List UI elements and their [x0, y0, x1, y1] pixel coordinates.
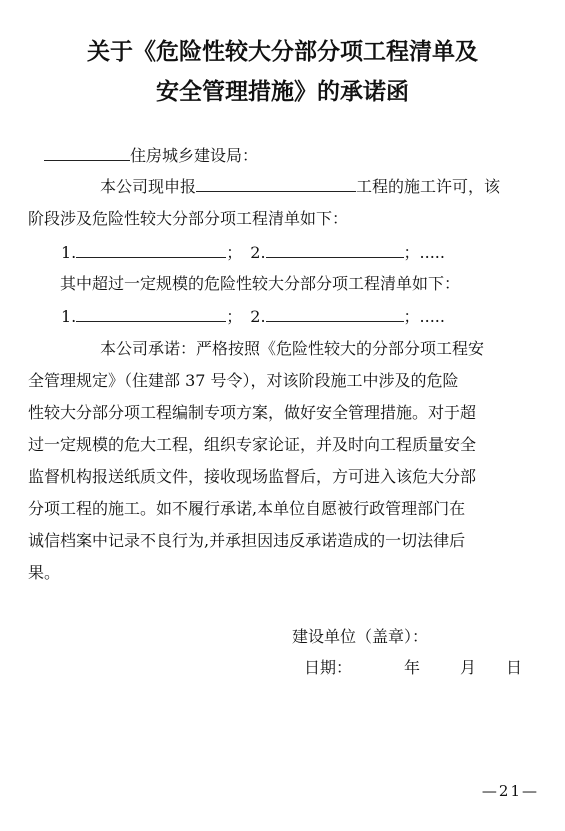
page-number: —21— [481, 782, 539, 800]
para1-prefix: 本公司现申报 [100, 177, 197, 196]
salutation-text: 住房城乡建设局： [130, 146, 259, 165]
promise-line8: 果。 [28, 563, 61, 582]
document-title-line2: 安全管理措施》的承诺函 [156, 79, 409, 105]
promise-text-line1: 本公司承诺：严格按照《危险性较大的分部分项工程安 [100, 339, 485, 358]
date-year: 年 [404, 658, 421, 677]
list1-number1: 1. [61, 243, 77, 262]
list1-item2-blank[interactable] [266, 241, 404, 258]
date-label: 日期： [304, 658, 353, 677]
para1-suffix: 工程的施工许可，该 [356, 177, 501, 196]
promise-line4: 过一定规模的危大工程，组织专家论证，并及时向工程质量安全 [28, 435, 477, 454]
list2-number2: 2. [250, 307, 266, 326]
para2-text: 其中超过一定规模的危险性较大分部分项工程清单如下： [60, 274, 461, 293]
list2-separator: ； [226, 307, 243, 326]
promise-line7: 诚信档案中记录不良行为,并承担因违反承诺造成的一切法律后 [28, 531, 466, 550]
list2 [28, 300, 548, 334]
bureau-name-blank[interactable] [44, 144, 130, 161]
promise-line6: 分项工程的施工。如不履行承诺,本单位自愿被行政管理部门在 [28, 499, 466, 518]
date-month: 月 [460, 658, 477, 677]
promise-line1 [28, 332, 548, 366]
para2 [28, 267, 548, 301]
date-day: 日 [506, 658, 523, 677]
document-title-line1: 关于《危险性较大分部分项工程清单及 [87, 39, 478, 65]
para1-line1 [28, 170, 548, 204]
list1 [28, 236, 548, 270]
salutation-line [28, 139, 548, 173]
para1-line2: 阶段涉及危险性较大分部分项工程清单如下： [28, 209, 349, 228]
promise-line3: 性较大分部分项工程编制专项方案，做好安全管理措施。对于超 [28, 403, 477, 422]
list2-number1: 1. [61, 307, 77, 326]
list1-separator: ； [226, 243, 243, 262]
promise-line5: 监督机构报送纸质文件，接收现场监督后，方可进入该危大分部 [28, 467, 477, 486]
signature-unit-label: 建设单位（盖章）： [292, 627, 429, 646]
list1-ellipsis: ；..... [403, 243, 445, 262]
list1-item1-blank[interactable] [76, 241, 226, 258]
promise-line2: 全管理规定》（住建部 37 号令），对该阶段施工中涉及的危险 [28, 371, 459, 390]
list2-item1-blank[interactable] [76, 305, 226, 322]
list2-item2-blank[interactable] [266, 305, 404, 322]
list2-ellipsis: ；..... [403, 307, 445, 326]
list1-number2: 2. [250, 243, 266, 262]
project-name-blank[interactable] [196, 175, 356, 192]
